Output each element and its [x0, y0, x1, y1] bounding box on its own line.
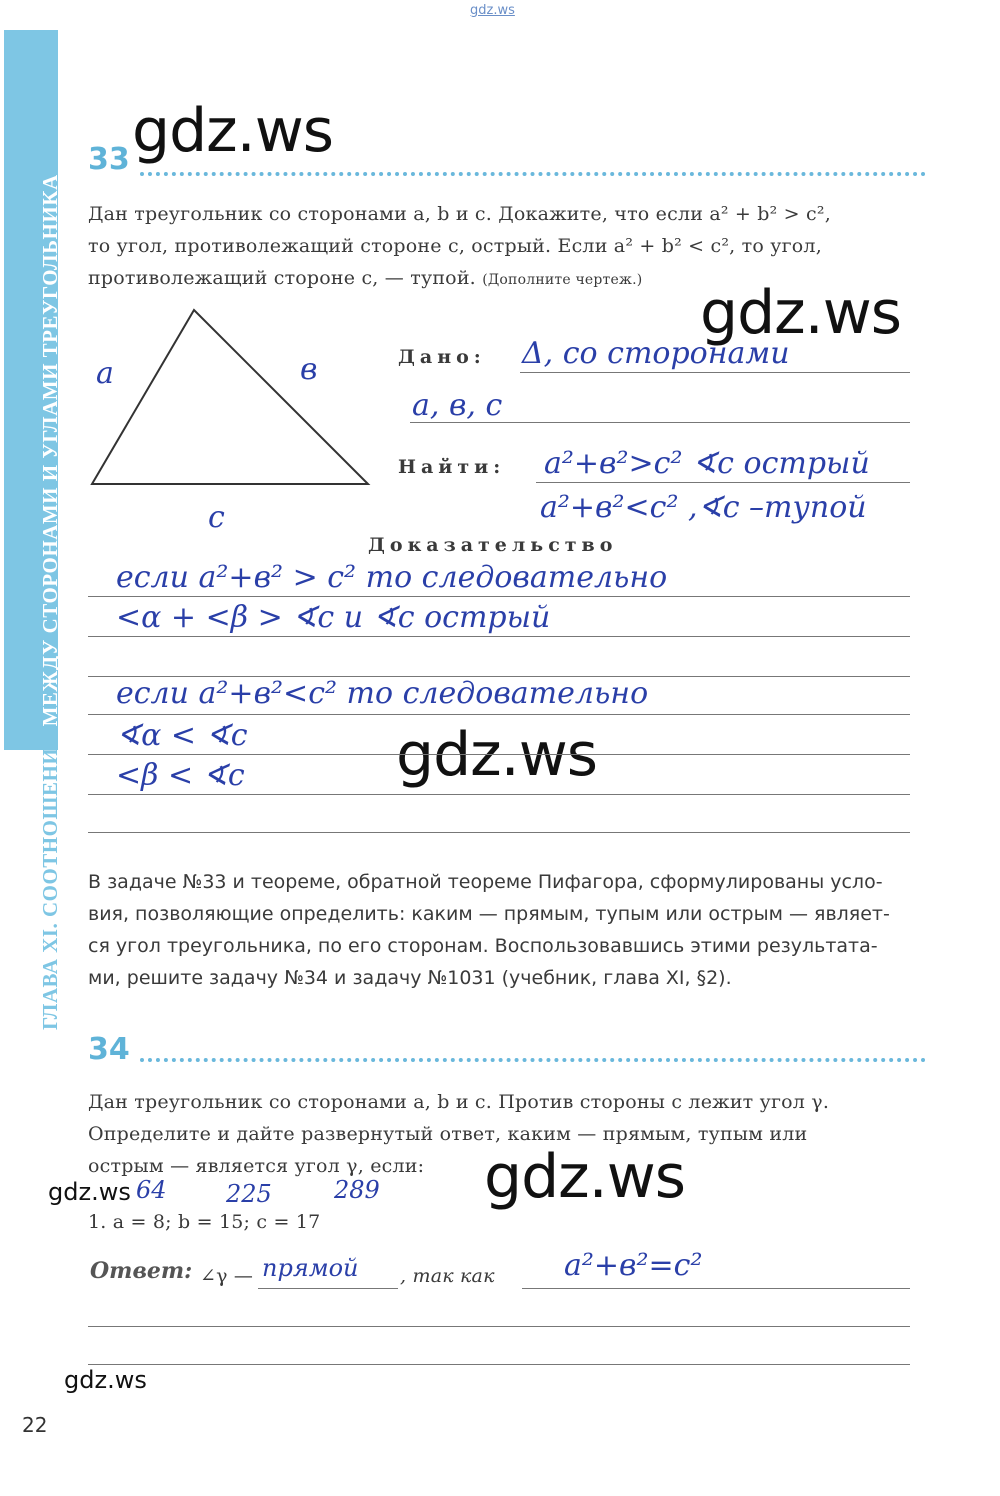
chapter-title-part1: ГЛАВА XI. СООТНОШЕНИЯ	[38, 732, 62, 1030]
hint-line3: ся угол треугольника, по его сторонам. Воспользовавшись этими результата-	[88, 935, 878, 957]
given-line2: a, в, c	[412, 388, 503, 423]
chapter-side-title	[38, 174, 63, 1030]
watermark: gdz.ws	[132, 96, 334, 166]
task-34-number: 34	[88, 1032, 130, 1067]
hint-paragraph	[88, 866, 968, 994]
triangle-label-b: в	[300, 352, 318, 387]
because-label: , так как	[400, 1265, 495, 1287]
task-34-line3: острым — является угол γ, если:	[88, 1155, 425, 1177]
hint-line2: вия, позволяющие определить: каким — прямым, тупым или острым — являет-	[88, 903, 890, 925]
watermark: gdz.ws	[48, 1178, 131, 1206]
given-label: Дано:	[398, 346, 486, 368]
square-c: 289	[334, 1176, 380, 1204]
answer-value: прямой	[262, 1254, 359, 1282]
answer-rule	[258, 1288, 398, 1289]
proof-rule	[88, 636, 910, 637]
task-34-item1: 1. a = 8; b = 15; c = 17	[88, 1211, 321, 1233]
watermark: gdz.ws	[700, 278, 902, 348]
find-line1: a²+в²>c² ∢c острый	[544, 446, 870, 481]
watermark: gdz.ws	[396, 720, 598, 790]
triangle-figure	[80, 300, 380, 500]
answer-extra-rule	[88, 1326, 910, 1327]
task-33-statement	[88, 198, 948, 296]
find-label: Найти:	[398, 456, 506, 478]
task-33-line1: Дан треугольник со сторонами a, b и c. Докажите, что если a² + b² > c²,	[88, 203, 831, 225]
proof-rule	[88, 596, 910, 597]
answer-angle: ∠γ —	[200, 1265, 254, 1287]
hint-line1: В задаче №33 и теореме, обратной теореме Пифагора, сформулированы усло-	[88, 871, 883, 893]
proof-rule	[88, 714, 910, 715]
page-number: 22	[22, 1413, 48, 1437]
proof-rule	[88, 794, 910, 795]
proof-rule	[88, 832, 910, 833]
given-rule	[520, 372, 910, 373]
find-rule	[536, 482, 910, 483]
chapter-title-part2: МЕЖДУ СТОРОНАМИ И УГЛАМИ ТРЕУГОЛЬНИКА	[38, 174, 62, 727]
triangle-label-c: c	[208, 500, 225, 535]
square-b: 225	[226, 1180, 272, 1208]
answer-extra-rule	[88, 1364, 910, 1365]
proof-line4: если a²+в²<c² то следовательно	[116, 676, 649, 711]
task-33-number: 33	[88, 142, 130, 177]
task-34-line2: Определите и дайте развернутый ответ, каким — прямым, тупым или	[88, 1123, 808, 1145]
proof-label: Доказательство	[368, 534, 618, 556]
task-33-dotted-divider	[140, 172, 926, 176]
watermark: gdz.ws	[484, 1142, 686, 1212]
proof-line6: <β < ∢c	[116, 758, 245, 793]
watermark: gdz.ws	[64, 1366, 147, 1394]
triangle-shape	[92, 310, 368, 484]
task-33-note: (Дополните чертеж.)	[482, 272, 643, 288]
hint-line4: ми, решите задачу №34 и задачу №1031 (учебник, глава XI, §2).	[88, 967, 732, 989]
because-value: a²+в²=c²	[564, 1248, 703, 1283]
task-33-line2: то угол, противолежащий стороне c, острый. Если a² + b² < c², то угол,	[88, 235, 822, 257]
square-a: 64	[136, 1176, 167, 1204]
task-33-line3: противолежащий стороне c, — тупой.	[88, 267, 476, 289]
top-watermark-link[interactable]: gdz.ws	[470, 3, 515, 18]
answer-label: Ответ:	[90, 1258, 193, 1284]
find-line2: a²+в²<c² ,∢c –тупой	[540, 490, 867, 525]
triangle-label-a: a	[96, 356, 114, 391]
because-rule	[522, 1288, 910, 1289]
proof-line5: ∢α < ∢c	[116, 718, 248, 753]
proof-line1: если a²+в² > c² то следовательно	[116, 560, 668, 595]
given-line1: Δ, со сторонами	[522, 336, 790, 371]
task-34-dotted-divider	[140, 1058, 926, 1062]
proof-line2: <α + <β > ∢c и ∢c острый	[116, 600, 551, 635]
proof-rule	[88, 754, 910, 755]
task-34-line1: Дан треугольник со сторонами a, b и c. Против стороны c лежит угол γ.	[88, 1091, 830, 1113]
task-34-statement	[88, 1086, 948, 1182]
